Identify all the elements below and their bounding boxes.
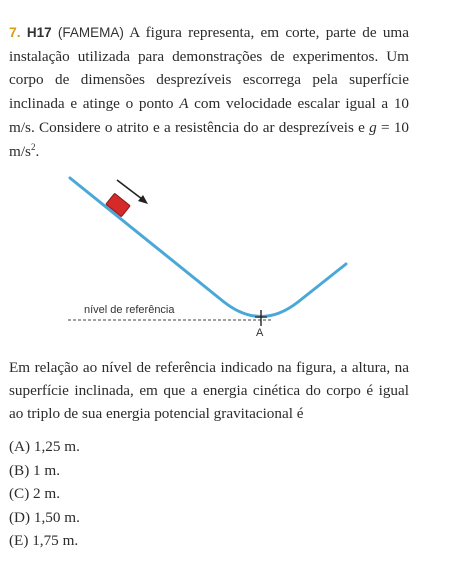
point-a-label: A (256, 327, 264, 339)
motion-arrow-shaft (117, 180, 142, 199)
question-number: 7. (9, 24, 21, 40)
gravity-exponent: 2 (30, 141, 36, 152)
question-prompt: Em relação ao nível de referência indicado na figura, a altura, na superfície inclinada, em que a energia cinética do corpo é igual ao triplo de sua energia potencial gravitacional é (9, 359, 409, 423)
question-source (27, 25, 124, 40)
reference-level-label: nível de referência (84, 304, 175, 316)
gravity-symbol: g (369, 118, 377, 136)
option-c[interactable]: (C) 2 m. (9, 485, 61, 502)
question-exam: (FAMEMA) (57, 25, 124, 40)
question-text-part2: com velocidade escalar igual a 10 m/s. Considere o atrito e a resistência do ar desprezíveis e (9, 95, 410, 136)
option-b[interactable]: (B) 1 m. (9, 461, 61, 479)
ramp-figure (0, 168, 466, 348)
gravity-value: = 10 m/s (9, 118, 410, 160)
option-a[interactable]: (A) 1,25 m. (9, 438, 80, 455)
gravity-end: . (35, 142, 40, 160)
sliding-block (106, 193, 130, 216)
question-point: A (179, 95, 189, 113)
question-text-part1: A figura representa, em corte, parte de uma instalação utilizada para demonstrações de experimentos. Um corpo de dimensões desprezíveis escorrega pela superfície inclinada e atinge o ponto (9, 24, 409, 113)
question-statement (9, 21, 409, 163)
option-d[interactable]: (D) 1,50 m. (9, 508, 80, 526)
question-code: H17 (26, 25, 52, 40)
option-e[interactable]: (E) 1,75 m. (9, 532, 79, 549)
answer-options (9, 435, 80, 553)
